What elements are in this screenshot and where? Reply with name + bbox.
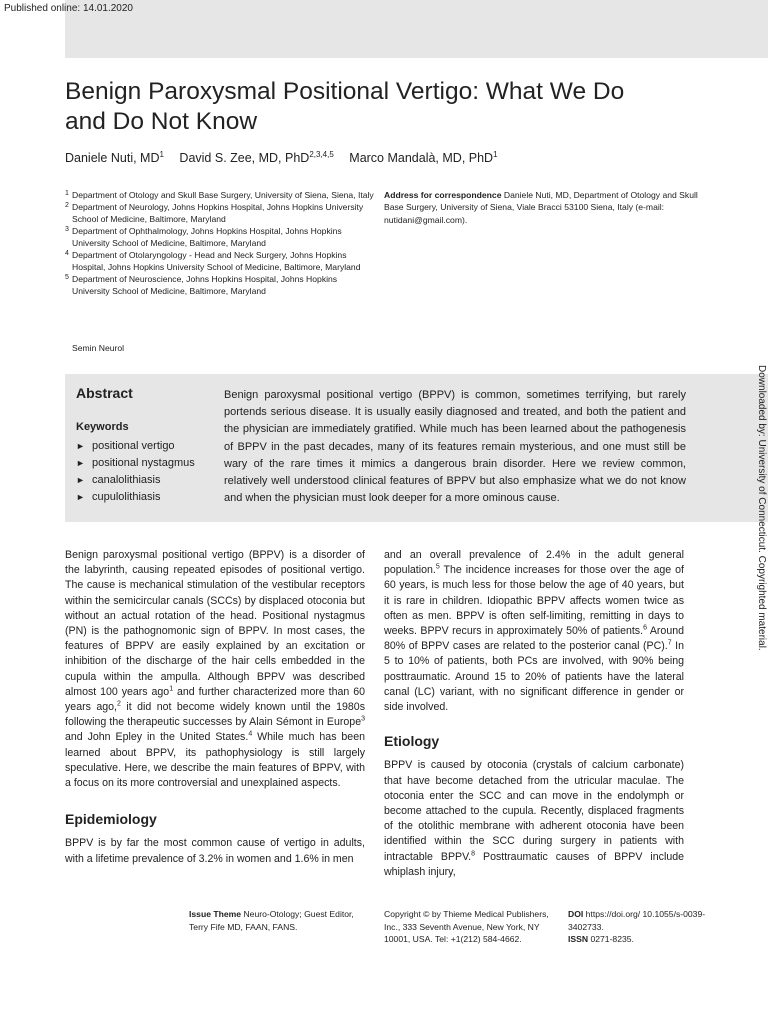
journal-name: Semin Neurol bbox=[72, 343, 125, 353]
affiliation-item: 2 Department of Neurology, Johns Hopkins Hospital, Johns Hopkins University School of Medicine, Baltimore, Maryland bbox=[65, 202, 364, 224]
etiology-heading: Etiology bbox=[384, 733, 440, 750]
correspondence-text[interactable]: Daniele Nuti, MD, Department of Otology and Skull Base Surgery, University of Siena, Viale Bracci 53100 Siena, Italy (e-mail: nutidani@gmail.com). bbox=[384, 190, 698, 225]
affiliation-item: 3 Department of Ophthalmology, Johns Hopkins Hospital, Johns Hopkins University School of Medicine, Baltimore, Maryland bbox=[65, 226, 342, 248]
keyword-item: ► positional vertigo bbox=[76, 438, 195, 455]
keywords-list bbox=[76, 438, 195, 506]
correspondence-label: Address for correspondence bbox=[384, 190, 502, 200]
author-affil-ref: 1 bbox=[493, 150, 498, 159]
intro-paragraph: Benign paroxysmal positional vertigo (BPPV) is a disorder of the labyrinth, causing repeated episodes of positional vertigo. The cause is mechanical stimulation of the vestibular receptors within the semicircular canals (SCCs) by displaced otoconia but without an actual rotation of the head. Positional nystagmus (PN) is the pathognomonic sign of BPPV. In most cases, the features of BPPV are easily explained by an excitation or inhibition of the discharge of the hair cells embedded in the cupula within the ampulla. Although BPPV was described almost 100 years ago$^1$ and further characterized more than 60 years ago,$^2$ it did not become widely known until the 1980s following the therapeutic successes by Alain Sémont in Europe$^3$ and John Epley in the United States.$^4$ While much has been learned about BPPV, its pathophysiology is still largely speculative. Here, we describe the main features of BPPV, with a focus on its more controversial and unexplained aspects. bbox=[65, 549, 365, 790]
abstract-heading: Abstract bbox=[76, 385, 133, 401]
epidemiology-paragraph-cont: and an overall prevalence of 2.4% in the adult general population.$^5$ The incidence increases for those over the age of 60 years, is much less for those below the age of 40 years, but it is rare in children. Idiopathic BPPV affects women twice as often as men. BPPV is often self-limiting, remitting in days to weeks. BPPV recurs in approximately 50% of patients.$^6$ Around 80% of BPPV cases are related to the posterior canal (PC).$^7$ In 5 to 10% of patients, both PCs are involved, with 90% being posttraumatic. Around 15 to 20% of patients have the lateral canal (LC) variant, with no significant difference in gender or side involved. bbox=[384, 549, 684, 714]
keyword-item: ► cupulolithiasis bbox=[76, 489, 195, 506]
arrow-right-icon: ► bbox=[76, 492, 85, 502]
abstract-box bbox=[65, 374, 768, 522]
keywords-heading: Keywords bbox=[76, 421, 129, 433]
etiology-paragraph: BPPV is caused by otoconia (crystals of calcium carbonate) that have become detached from the utricular maculae. The otoconia enter the SCC and can move in the endolymph or become attached to the cupula. Recently, displaced fragments of the otolithic membrane with adherent otoconia have been identified within the SCC during surgery in patients with intractable BPPV.$^8$ Posttraumatic causes of BPPV include whiplash injury, bbox=[384, 759, 684, 878]
affiliation-item: 4 Department of Otolaryngology - Head and Neck Surgery, Johns Hopkins Hospital, Johns Hopkins University School of Medicine, Baltimore, Maryland bbox=[65, 250, 361, 272]
download-watermark-text: Downloaded by: University of Connecticut. Copyrighted material. bbox=[756, 365, 767, 651]
citation-ref[interactable]: 3 bbox=[361, 715, 365, 723]
header-band bbox=[65, 0, 768, 58]
affiliation-item: 1 Department of Otology and Skull Base Surgery, University of Siena, Siena, Italy bbox=[65, 190, 374, 200]
body-column-right bbox=[384, 548, 684, 880]
author-name[interactable]: David S. Zee, MD, PhD bbox=[179, 151, 310, 166]
citation-ref[interactable]: 6 bbox=[643, 624, 647, 632]
author-affil-ref: 2,3,4,5 bbox=[309, 150, 334, 159]
affiliations bbox=[65, 189, 375, 297]
doi-issn: DOI https://doi.org/ 10.1055/s-0039-3402733. ISSN 0271-8235. bbox=[568, 909, 706, 944]
author-name[interactable]: Daniele Nuti, MD bbox=[65, 151, 160, 166]
body-column-left bbox=[65, 548, 365, 867]
download-watermark bbox=[755, 365, 768, 660]
keyword-item: ► positional nystagmus bbox=[76, 455, 195, 472]
arrow-right-icon: ► bbox=[76, 475, 85, 485]
author-list bbox=[65, 150, 498, 165]
affiliation-item: 5 Department of Neuroscience, Johns Hopkins Hospital, Johns Hopkins University School of Medicine, Baltimore, Maryland bbox=[65, 274, 338, 296]
citation-ref[interactable]: 4 bbox=[248, 730, 253, 738]
correspondence bbox=[384, 189, 699, 226]
published-date: Published online: 14.01.2020 bbox=[4, 3, 133, 14]
epidemiology-paragraph: BPPV is by far the most common cause of vertigo in adults, with a lifetime prevalence of 3.2% in women and 1.6% in men bbox=[65, 837, 365, 865]
citation-ref[interactable]: 5 bbox=[435, 563, 440, 571]
epidemiology-heading: Epidemiology bbox=[65, 811, 157, 828]
citation-ref[interactable]: 1 bbox=[169, 685, 174, 693]
doi-link[interactable]: https://doi.org/ 10.1055/s-0039-3402733. bbox=[568, 909, 706, 932]
keyword-item: ► canalolithiasis bbox=[76, 472, 195, 489]
citation-ref[interactable]: 7 bbox=[667, 639, 672, 647]
arrow-right-icon: ► bbox=[76, 458, 85, 468]
arrow-right-icon: ► bbox=[76, 441, 85, 451]
author-affil-ref: 1 bbox=[159, 150, 164, 159]
author-name[interactable]: Marco Mandalà, MD, PhD bbox=[349, 151, 494, 166]
abstract-text: Benign paroxysmal positional vertigo (BPPV) is common, sometimes terrifying, but rarely portends serious disease. It is usually easily diagnosed and treated, and both the patient and the physician are immediately gratified. While much has been learned about the pathogenesis of BPPV in the past decades, many of its features remain mysterious, and one must still be wary of the rare times it mimics a dangerous brain disorder. Here we review common, relatively well understood clinical features of BPPV but also emphasize what we do not know and when the physician must look deeper for a more ominous cause. bbox=[224, 389, 686, 505]
copyright-notice: Copyright © by Thieme Medical Publishers, Inc., 333 Seventh Avenue, New York, NY 10001, USA. Tel: +1(212) 584-4662. bbox=[384, 909, 549, 944]
article-title: Benign Paroxysmal Positional Vertigo: What We Do and Do Not Know bbox=[65, 78, 625, 135]
citation-ref[interactable]: 2 bbox=[117, 700, 121, 708]
issue-theme: Issue Theme Neuro-Otology; Guest Editor, Terry Fife MD, FAAN, FANS. bbox=[189, 909, 354, 932]
citation-ref[interactable]: 8 bbox=[471, 850, 476, 858]
